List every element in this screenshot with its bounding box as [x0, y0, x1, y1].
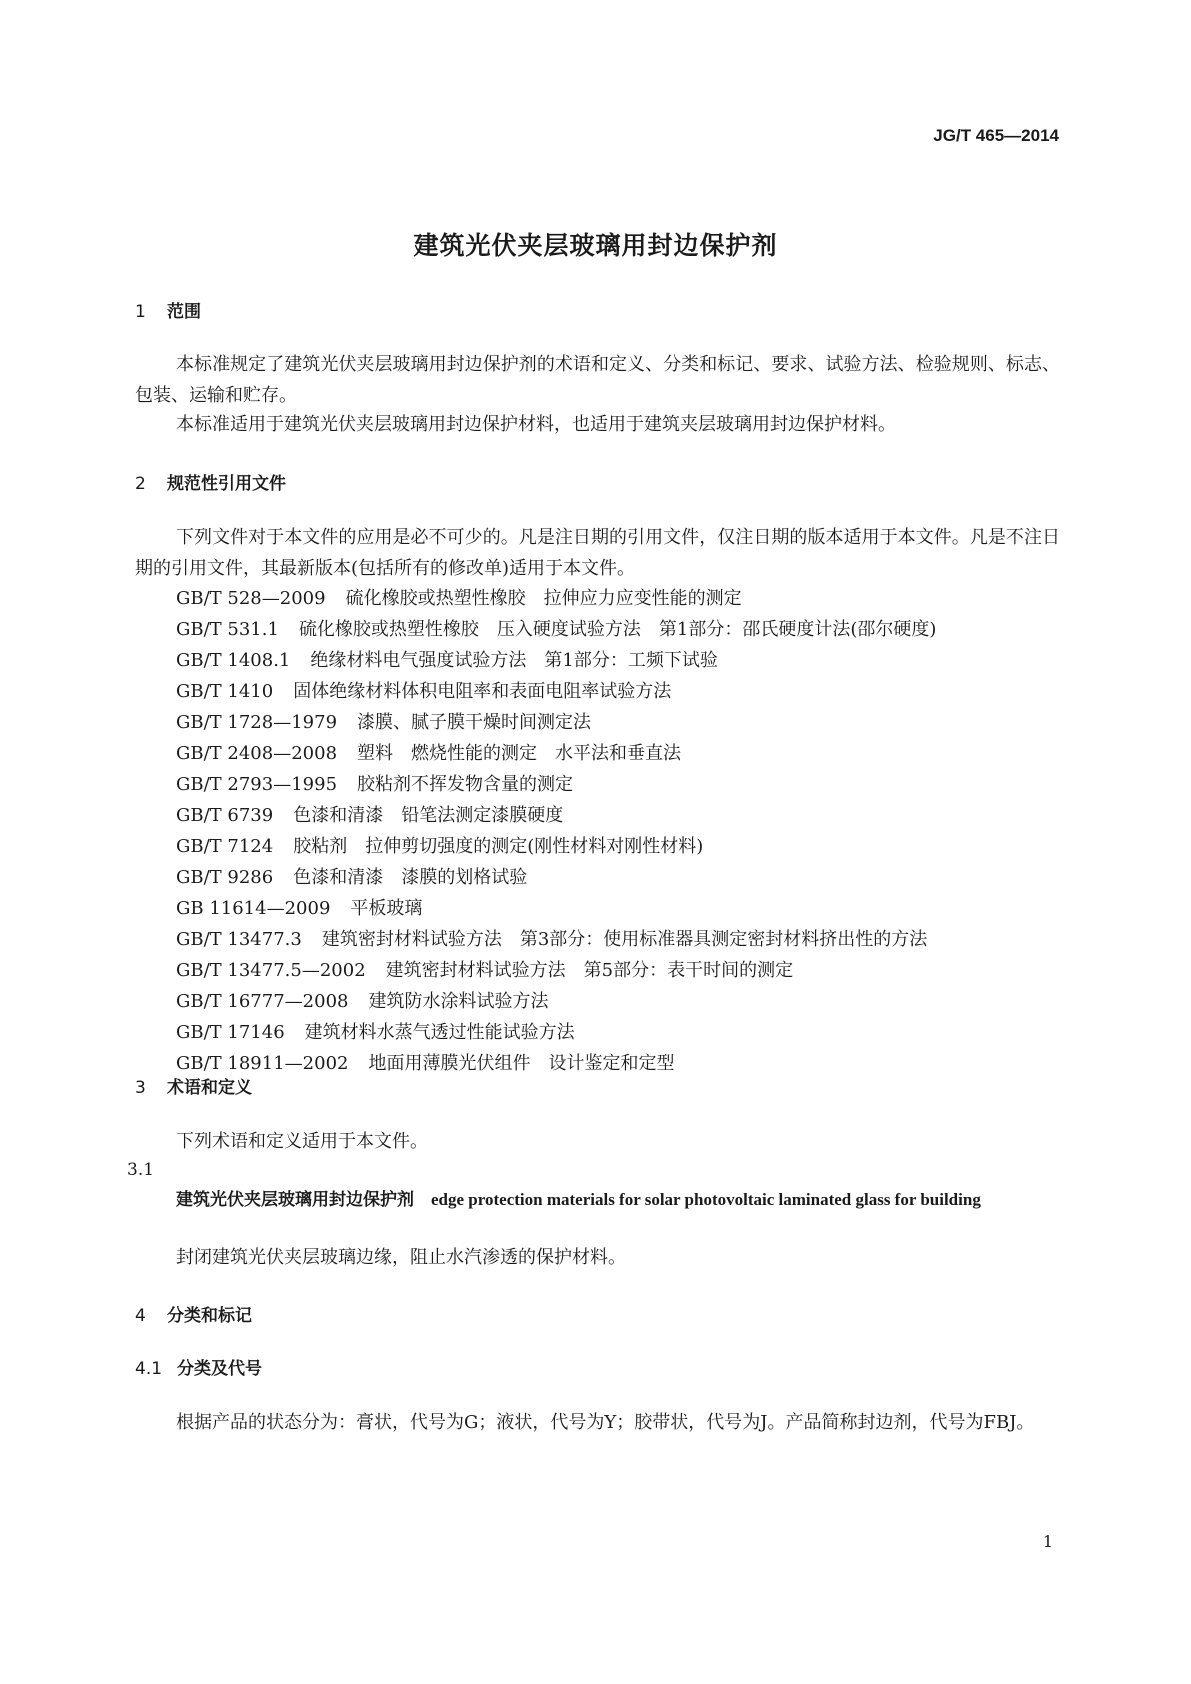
reference-item: [176, 862, 527, 893]
section-number: 2: [135, 474, 146, 494]
section-title: 规范性引用文件: [167, 474, 286, 494]
paragraph: 根据产品的状态分为：膏状，代号为G；液状，代号为Y；胶带状，代号为J。产品简称封边剂，代号为FBJ。: [176, 1412, 1035, 1433]
reference-item: [176, 676, 671, 707]
reference-code: GB/T 17146: [176, 1022, 285, 1043]
reference-code: GB/T 7124: [176, 836, 274, 857]
paragraph: 本标准规定了建筑光伏夹层玻璃用封边保护剂的术语和定义、分类和标记、要求、试验方法、检验规则、标志、包装、运输和贮存。: [135, 354, 1060, 406]
reference-title: 绝缘材料电气强度试验方法 第1部分：工频下试验: [310, 650, 718, 671]
reference-title: 胶粘剂不挥发物含量的测定: [357, 774, 574, 795]
reference-title: 色漆和清漆 铅笔法测定漆膜硬度: [293, 805, 564, 826]
reference-title: 平板玻璃: [350, 898, 423, 919]
section-title: 范围: [167, 302, 201, 322]
reference-code: GB/T 1408.1: [176, 650, 291, 671]
document-title: 建筑光伏夹层玻璃用封边保护剂: [413, 231, 778, 260]
subsection-4-1-heading: [135, 1354, 262, 1379]
section-title: 术语和定义: [167, 1078, 252, 1098]
reference-code: GB/T 528—2009: [176, 588, 326, 609]
reference-code: GB/T 9286: [176, 867, 274, 888]
reference-title: 地面用薄膜光伏组件 设计鉴定和定型: [368, 1053, 675, 1074]
reference-code: GB/T 18911—2002: [176, 1053, 349, 1074]
reference-title: 硫化橡胶或热塑性橡胶 压入硬度试验方法 第1部分：邵氏硬度计法(邵尔硬度): [298, 619, 937, 640]
paragraph: 本标准适用于建筑光伏夹层玻璃用封边保护材料，也适用于建筑夹层玻璃用封边保护材料。: [176, 414, 896, 435]
section-number: 1: [135, 302, 146, 322]
term-english: edge protection materials for solar photovoltaic laminated glass for building: [431, 1190, 981, 1209]
document-number: JG/T 465—2014: [933, 126, 1059, 145]
reference-item: [176, 1017, 575, 1048]
reference-item: [176, 614, 936, 645]
section-number: 3: [135, 1078, 146, 1098]
subsection-number: 4.1: [135, 1359, 163, 1379]
reference-item: [176, 800, 563, 831]
page-number: 1: [1042, 1532, 1053, 1551]
reference-item: [176, 738, 681, 769]
reference-code: GB/T 2793—1995: [176, 774, 338, 795]
reference-item: [176, 924, 927, 955]
reference-title: 建筑密封材料试验方法 第3部分：使用标准器具测定密封材料挤出性的方法: [321, 929, 928, 950]
reference-title: 建筑密封材料试验方法 第5部分：表干时间的测定: [385, 960, 794, 981]
term-entry: [135, 1184, 1060, 1216]
reference-code: GB 11614—2009: [176, 898, 331, 919]
reference-item: [176, 986, 548, 1017]
reference-title: 漆膜、腻子膜干燥时间测定法: [357, 712, 592, 733]
paragraph: 下列术语和定义适用于本文件。: [176, 1131, 428, 1152]
reference-item: [176, 893, 422, 924]
reference-title: 胶粘剂 拉伸剪切强度的测定(刚性材料对刚性材料): [293, 836, 704, 857]
reference-item: [176, 645, 718, 676]
reference-code: GB/T 1410: [176, 681, 274, 702]
reference-code: GB/T 1728—1979: [176, 712, 338, 733]
reference-code: GB/T 13477.3: [176, 929, 302, 950]
section-2-heading: [135, 469, 286, 494]
section-1-heading: [135, 297, 201, 322]
reference-item: [176, 583, 742, 614]
reference-title: 色漆和清漆 漆膜的划格试验: [293, 867, 528, 888]
section-4-heading: [135, 1301, 252, 1326]
reference-code: GB/T 16777—2008: [176, 991, 349, 1012]
reference-item: [176, 831, 703, 862]
reference-code: GB/T 13477.5—2002: [176, 960, 366, 981]
term-definition: 封闭建筑光伏夹层玻璃边缘，阻止水汽渗透的保护材料。: [176, 1247, 626, 1268]
paragraph: 下列文件对于本文件的应用是必不可少的。凡是注日期的引用文件，仅注日期的版本适用于本文件。凡是不注日期的引用文件，其最新版本(包括所有的修改单)适用于本文件。: [135, 527, 1060, 579]
reference-title: 硫化橡胶或热塑性橡胶 拉伸应力应变性能的测定: [345, 588, 742, 609]
reference-code: GB/T 531.1: [176, 619, 279, 640]
subsection-title: 分类及代号: [177, 1359, 262, 1379]
reference-code: GB/T 2408—2008: [176, 743, 338, 764]
reference-title: 塑料 燃烧性能的测定 水平法和垂直法: [357, 743, 682, 764]
term-number: 3.1: [127, 1160, 155, 1180]
reference-item: [176, 707, 591, 738]
section-title: 分类和标记: [167, 1306, 252, 1326]
term-chinese: 建筑光伏夹层玻璃用封边保护剂: [176, 1190, 414, 1210]
reference-title: 建筑防水涂料试验方法: [368, 991, 549, 1012]
section-3-heading: [135, 1073, 252, 1098]
reference-code: GB/T 6739: [176, 805, 274, 826]
reference-item: [176, 769, 573, 800]
reference-title: 固体绝缘材料体积电阻率和表面电阻率试验方法: [293, 681, 672, 702]
reference-item: [176, 955, 793, 986]
reference-title: 建筑材料水蒸气透过性能试验方法: [304, 1022, 575, 1043]
section-number: 4: [135, 1306, 146, 1326]
